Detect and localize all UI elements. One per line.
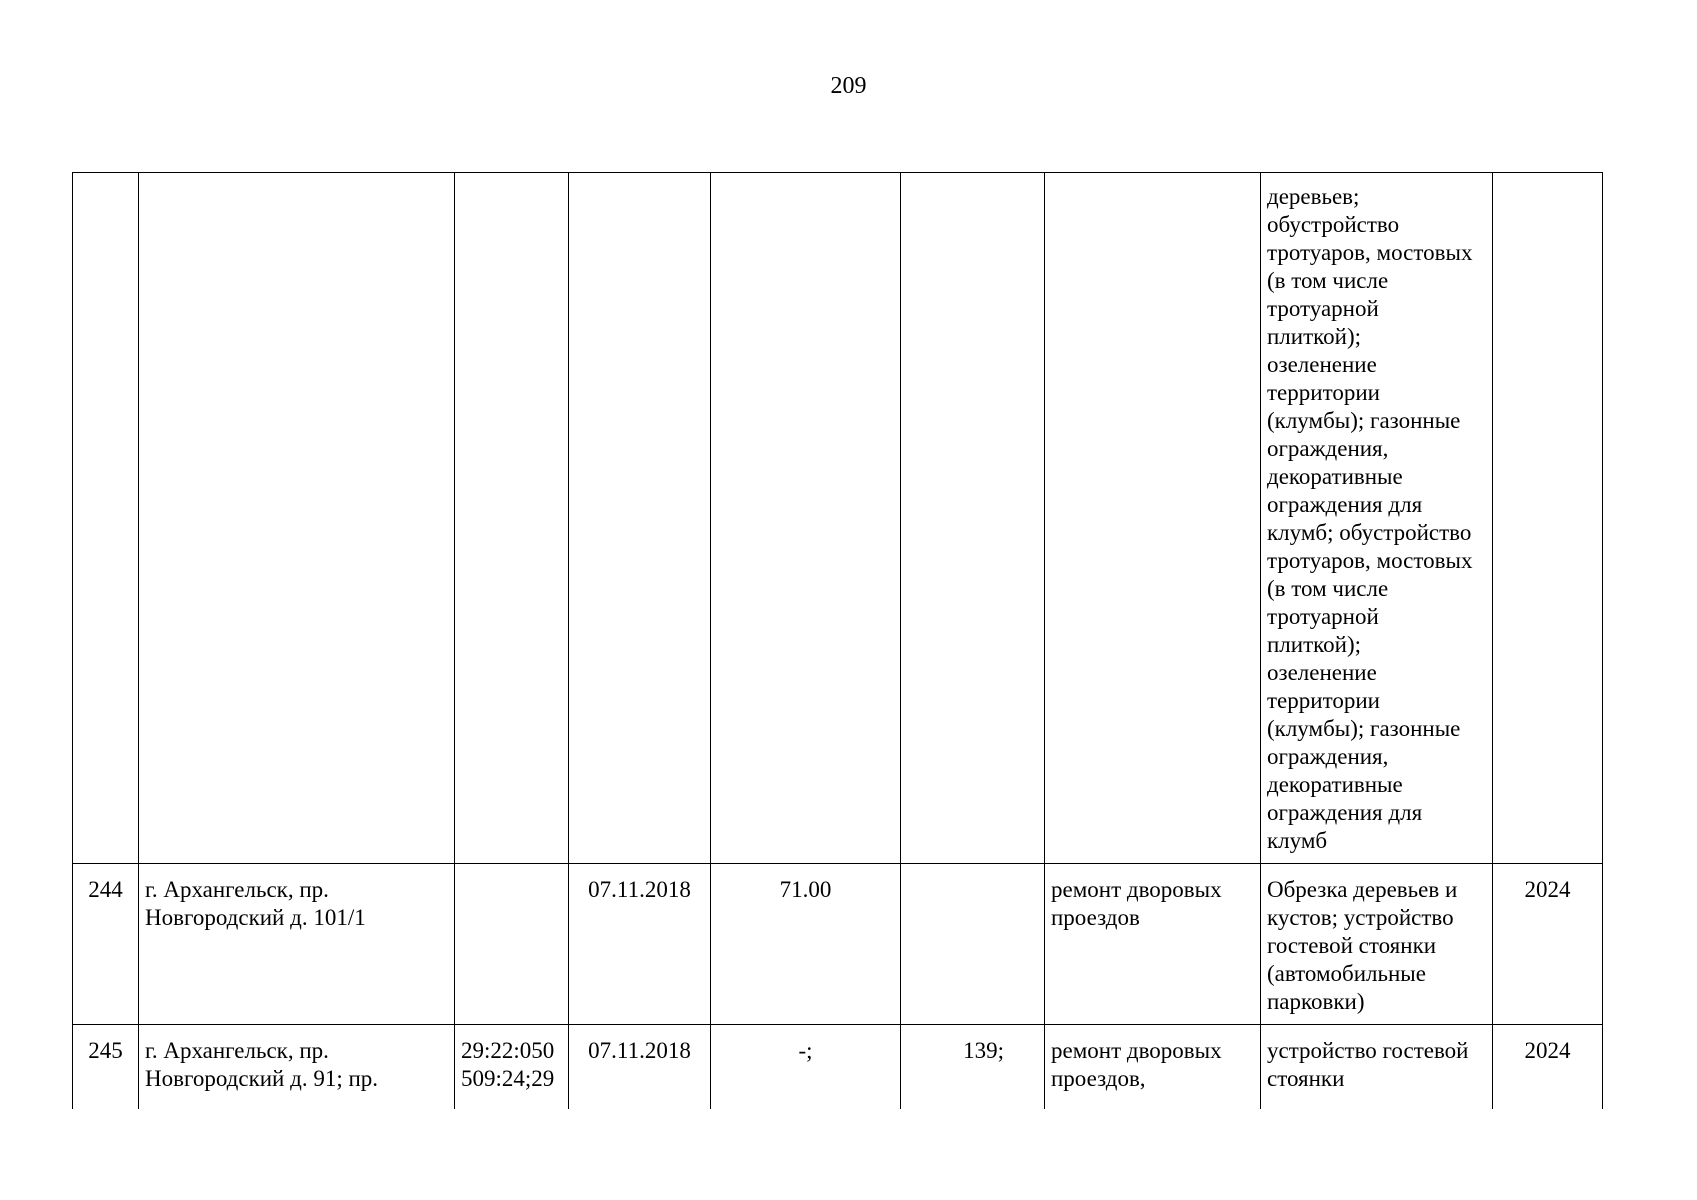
cell-value2 — [901, 864, 1045, 1025]
works-line: (в том числе — [1267, 268, 1389, 293]
works-line: гостевой стоянки — [1267, 933, 1437, 958]
works-line: территории — [1267, 688, 1380, 713]
cadastral-line: 509:24;29 — [461, 1066, 555, 1091]
works-line: озеленение — [1267, 660, 1377, 685]
address-line: г. Архангельск, пр. — [145, 877, 329, 902]
cell-year: 2024 — [1493, 1025, 1603, 1110]
works-line: парковки) — [1267, 989, 1365, 1014]
cadastral-line: 29:22:050 — [461, 1038, 555, 1063]
cell-value2: 139; — [901, 1025, 1045, 1110]
cell-address — [139, 173, 455, 864]
works-line: плиткой); — [1267, 632, 1362, 657]
improvement-table — [72, 172, 1603, 1109]
works-line: декоративные — [1267, 464, 1403, 489]
cell-area: 71.00 — [711, 864, 901, 1025]
works-line: тротуарной — [1267, 604, 1379, 629]
cell-works — [1261, 173, 1493, 864]
works-line: (клумбы); газонные — [1267, 408, 1461, 433]
cell-year: 2024 — [1493, 864, 1603, 1025]
works-line: тротуаров, мостовых — [1267, 548, 1473, 573]
cell-date — [569, 173, 711, 864]
works-line: декоративные — [1267, 772, 1403, 797]
address-line: г. Архангельск, пр. — [145, 1038, 329, 1063]
cell-work-type — [1045, 173, 1261, 864]
cell-area: -; — [711, 1025, 901, 1110]
cell-area — [711, 173, 901, 864]
cell-num — [73, 173, 139, 864]
works-line: ограждения, — [1267, 436, 1389, 461]
works-line: территории — [1267, 380, 1380, 405]
cell-num: 245 — [73, 1025, 139, 1110]
work-type-line: проездов — [1051, 905, 1140, 930]
works-line: ограждения для — [1267, 800, 1423, 825]
page-number: 209 — [830, 73, 867, 99]
cell-num: 244 — [73, 864, 139, 1025]
cell-year — [1493, 173, 1603, 864]
works-line: озеленение — [1267, 352, 1377, 377]
cell-works — [1261, 1025, 1493, 1110]
cell-date: 07.11.2018 — [569, 864, 711, 1025]
table-row — [73, 1025, 1603, 1110]
works-line: (клумбы); газонные — [1267, 716, 1461, 741]
works-line: ограждения для — [1267, 492, 1423, 517]
work-type-line: ремонт дворовых — [1051, 877, 1222, 902]
address-line: Новгородский д. 101/1 — [145, 905, 366, 930]
table-row — [73, 864, 1603, 1025]
cell-cadastral — [455, 173, 569, 864]
cell-cadastral — [455, 864, 569, 1025]
cell-address — [139, 864, 455, 1025]
works-line: клумб; обустройство — [1267, 520, 1472, 545]
works-line: ограждения, — [1267, 744, 1389, 769]
works-line: кустов; устройство — [1267, 905, 1454, 930]
work-type-line: проездов, — [1051, 1066, 1146, 1091]
works-line: (в том числе — [1267, 576, 1389, 601]
works-line: стоянки — [1267, 1066, 1345, 1091]
table-row-continued — [73, 173, 1603, 864]
works-line: деревьев; — [1267, 184, 1360, 209]
address-line: Новгородский д. 91; пр. — [145, 1066, 379, 1091]
works-line: (автомобильные — [1267, 961, 1426, 986]
works-line: клумб — [1267, 828, 1328, 853]
cell-value2 — [901, 173, 1045, 864]
works-line: плиткой); — [1267, 324, 1362, 349]
cell-date: 07.11.2018 — [569, 1025, 711, 1110]
works-line: обустройство — [1267, 212, 1400, 237]
cell-cadastral — [455, 1025, 569, 1110]
works-line: тротуаров, мостовых — [1267, 240, 1473, 265]
cell-address — [139, 1025, 455, 1110]
works-line: устройство гостевой — [1267, 1038, 1469, 1063]
works-line: Обрезка деревьев и — [1267, 877, 1458, 902]
works-line: тротуарной — [1267, 296, 1379, 321]
cell-works — [1261, 864, 1493, 1025]
cell-work-type — [1045, 864, 1261, 1025]
cell-work-type — [1045, 1025, 1261, 1110]
work-type-line: ремонт дворовых — [1051, 1038, 1222, 1063]
